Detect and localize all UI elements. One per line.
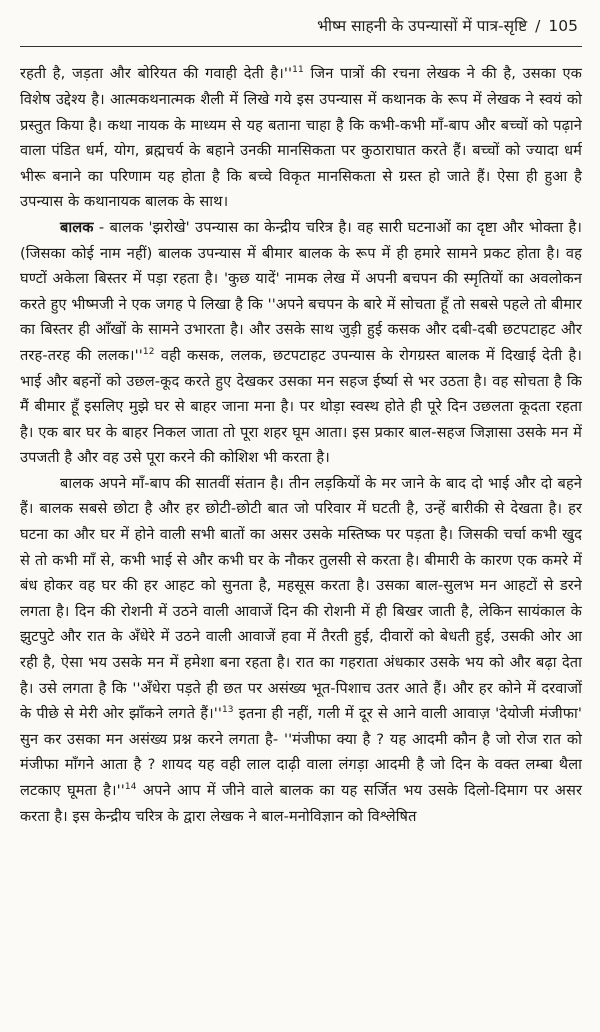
paragraph-1 [20, 61, 582, 215]
text-run: - बालक 'झरोखे' उपन्यास का केन्द्रीय चरित्र है। वह सारी घटनाओं का दृष्टा और भोक्ता है। (जिसका कोई नाम नहीं) बालक उपन्यास में बीमार बालक के रूप में ही हमारे सामने प्रकट होता है। वह घण्टों अकेला बिस्तर में पड़ा रहता है। 'कुछ यादें' नामक लेख में अपनी बचपन की स्मृतियों का अवलोकन करते हुए भीष्मजी ने एक जगह पे लिखा है कि ''अपने बचपन के बारे में सोचता हूँ तो सबसे पहले तो बीमार का बिस्तर ही आँखों के सामने उभारता है। और उसके साथ जुड़ी हुई कसक और दबी-दबी छटपटाहट और तरह-तरह की ललक।'' [20, 218, 582, 364]
running-header [20, 14, 582, 38]
paragraph-2 [20, 215, 582, 471]
section-term: बालक [60, 218, 94, 236]
footnote-marker: 12 [142, 347, 155, 358]
footnote-marker: 14 [124, 782, 137, 793]
text-run: बालक अपने माँ-बाप की सातवीं संतान है। तीन लड़कियों के मर जाने के बाद दो भाई और दो बहने हैं। बालक सबसे छोटा है और हर छोटी-छोटी बात जो परिवार में घटती है, उन्हें बारीकी से देखता है। हर घटना का और घर में होने वाली सभी बातों का असर उसके मस्तिष्क पर पड़ता है। जिसकी चर्चा कभी खुद से तो कभी माँ से, कभी भाई से और कभी घर के नौकर तुलसी से करता है। बीमारी के कारण एक कमरे में बंध होकर वह घर की हर आहट को सुनता है, महसूस करता है। उसका बाल-सुलभ मन आहटों से डरने लगता है। दिन की रोशनी में उठने वाली आवाजें दिन की रोशनी में ही बिखर जाती है, लेकिन सायंकाल के झुटपुटे और रात के अँधेरे में उठने वाली आवाजें हवा में तैरती हुई, दीवारों को बेधती हुई, उसकी ओर आ रही है, ऐसा भय उसके मन में हमेशा बना रहता है। रात का गहराता अंधकार उसके भय को और बढ़ा देता है। उसे लगता है कि ''अँधेरा पड़ते ही छत पर असंख्य भूत-पिशाच उतर आते हैं। और हर कोने में दरवाजों के पीछे से मेरी ओर झाँकने लगते हैं।'' [20, 474, 582, 723]
text-run: वही कसक, ललक, छटपटाहट उपन्यास के रोगग्रस्त बालक में दिखाई देती है। भाई और बहनों को उछल-कूद करते हुए देखकर उसका मन सहज ईर्ष्या से भर उठता है। वह सोचता है कि मैं बीमार हूँ इसलिए मुझे घर से बाहर जाना मना है। पर थोड़ा स्वस्थ होते ही पूरे दिन उछलता कूदता रहता है। एक बार घर के बाहर निकल जाता तो पूरा शहर घूम आता। इस प्रकार बाल-सहज जिज्ञासा उसके मन में उपजती है और वह उसे पूरा करने की कोशिश भी करता है। [20, 346, 582, 467]
running-header-separator: / [535, 17, 541, 35]
footnote-marker: 11 [292, 65, 304, 76]
text-run: अपने आप में जीने वाले बालक का यह सर्जित भय उसके दिलो-दिमाग पर असर करता है। इस केन्द्रीय चरित्र के द्वारा लेखक ने बाल-मनोविज्ञान को विश्लेषित [20, 782, 583, 825]
text-run: जिन पात्रों की रचना लेखक ने की है, उसका एक विशेष उद्देश्य है। आत्मकथनात्मक शैली में लिखे गये इस उपन्यास में कथानक के रूप में लेखक ने स्वयं को प्रस्तुत किया है। कथा नायक के माध्यम से यह बताना चाहा है कि कभी-कभी माँ-बाप और बच्चों को पढ़ाने वाला पंडित धर्म, योग, ब्रह्मचर्य के बहाने उनकी मानसिकता पर कुठाराघात करते हैं। बच्चों को ज्यादा धर्म भीरू बनाने का परिणाम यह होता है कि बच्चे विकृत मानसिकता से ग्रस्त हो जाते हैं। ऐसा ही हुआ है उपन्यास के कथानायक बालक के साथ। [20, 65, 582, 211]
text-run: इतना ही नहीं, गली में दूर से आने वाली आवाज़ 'देयोजी मंजीफा' सुन कर उसका मन असंख्य प्रश्न करने लगता है- ''मंजीफा क्या है ? यह आदमी कौन है जो रोज रात को मंजीफा माँगने आता है ? शायद यह वही लाल दाढ़ी वाला लंगड़ा आदमी है जो दिन के वक्त लम्बा थैला लटकाए घूमता है।'' [20, 705, 582, 800]
text-run: रहती है, जड़ता और बोरियत की गवाही देती है।'' [20, 65, 293, 83]
page-number: 105 [548, 17, 578, 35]
running-header-title: भीष्म साहनी के उपन्यासों में पात्र-सृष्टि [317, 17, 528, 35]
paragraph-3 [20, 471, 582, 829]
body-text [20, 61, 582, 829]
footnote-marker: 13 [221, 705, 234, 716]
header-rule [20, 46, 582, 47]
